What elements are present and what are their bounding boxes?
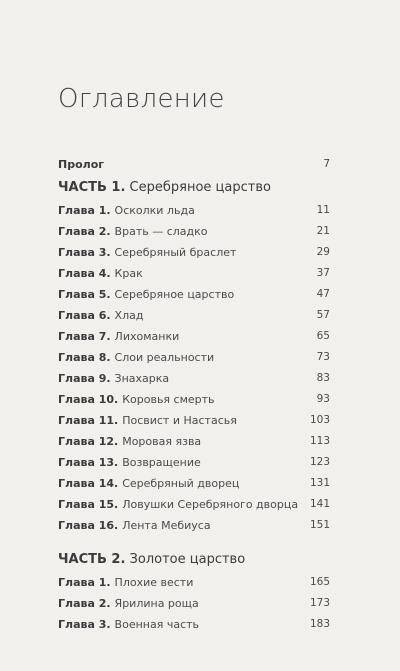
chapter-label: Глава 15. (58, 498, 119, 511)
toc-entry (58, 288, 330, 301)
chapter-title: Врать — сладко (114, 225, 208, 238)
chapter-label: Глава 11. (58, 414, 119, 427)
toc-entry (58, 618, 330, 631)
toc-entry (58, 477, 330, 490)
page-number: 57 (316, 309, 330, 321)
page-number: 141 (309, 498, 330, 510)
chapter-title: Коровья смерть (122, 393, 215, 406)
chapter-label: Глава 7. (58, 330, 111, 343)
page-number: 165 (309, 576, 330, 588)
chapter-title: Возвращение (122, 456, 201, 469)
page-number: 173 (309, 597, 330, 609)
chapter-title: Плохие вести (114, 576, 194, 589)
chapter-title: Серебряный браслет (114, 246, 237, 259)
toc-entry (58, 246, 330, 259)
chapter-title: Крак (114, 267, 143, 280)
chapter-label: Глава 2. (58, 225, 111, 238)
page-number: 65 (316, 330, 330, 342)
page-number: 113 (309, 435, 330, 447)
page-number: 7 (323, 158, 330, 170)
page-number: 21 (316, 225, 330, 237)
part-heading-1 (58, 180, 271, 195)
chapter-label: Глава 8. (58, 351, 111, 364)
chapter-label: Глава 4. (58, 267, 111, 280)
page-number: 93 (316, 393, 330, 405)
chapter-label: Глава 5. (58, 288, 111, 301)
toc-entry-prolog (58, 158, 330, 171)
chapter-label: Глава 10. (58, 393, 119, 406)
page-number: 11 (316, 204, 330, 216)
chapter-title: Посвист и Настасья (122, 414, 237, 427)
chapter-label: Глава 12. (58, 435, 119, 448)
toc-entry (58, 456, 330, 469)
page-number: 123 (309, 456, 330, 468)
toc-entry (58, 309, 330, 322)
page-number: 73 (316, 351, 330, 363)
toc-entry (58, 597, 330, 610)
chapter-label: Глава 16. (58, 519, 119, 532)
toc-entry (58, 267, 330, 280)
part-heading-2 (58, 552, 245, 567)
toc-entry (58, 519, 330, 532)
chapter-title: Серебряное царство (114, 288, 235, 301)
chapter-label: Глава 9. (58, 372, 111, 385)
part-title: Золотое царство (129, 552, 246, 567)
toc-entry (58, 576, 330, 589)
part-label: ЧАСТЬ 1. (58, 180, 126, 195)
entry-label: Пролог (58, 158, 104, 171)
toc-entry (58, 393, 330, 406)
toc-entry (58, 435, 330, 448)
toc-entry (58, 351, 330, 364)
chapter-label: Глава 3. (58, 246, 111, 259)
page-number: 83 (316, 372, 330, 384)
page-number: 103 (309, 414, 330, 426)
part-label: ЧАСТЬ 2. (58, 552, 126, 567)
chapter-title: Моровая язва (122, 435, 202, 448)
chapter-label: Глава 14. (58, 477, 119, 490)
toc-entry (58, 330, 330, 343)
page-number: 183 (309, 618, 330, 630)
chapter-title: Осколки льда (114, 204, 195, 217)
page-number: 29 (316, 246, 330, 258)
page-number: 131 (309, 477, 330, 489)
page-number: 47 (316, 288, 330, 300)
page-number: 151 (309, 519, 330, 531)
chapter-label: Глава 2. (58, 597, 111, 610)
chapter-title: Ярилина роща (114, 597, 199, 610)
toc-entry (58, 372, 330, 385)
chapter-title: Серебряный дворец (122, 477, 240, 490)
part-title: Серебряное царство (129, 180, 271, 195)
toc-entry (58, 414, 330, 427)
chapter-label: Глава 13. (58, 456, 119, 469)
chapter-title: Хлад (114, 309, 144, 322)
chapter-title: Военная часть (114, 618, 200, 631)
chapter-title: Лента Мебиуса (122, 519, 211, 532)
chapter-label: Глава 3. (58, 618, 111, 631)
page-number: 37 (316, 267, 330, 279)
chapter-label: Глава 6. (58, 309, 111, 322)
chapter-label: Глава 1. (58, 576, 111, 589)
chapter-title: Ловушки Серебряного дворца (122, 498, 299, 511)
chapter-title: Слои реальности (114, 351, 215, 364)
page-title: Оглавление (58, 84, 225, 114)
toc-entry (58, 225, 330, 238)
toc-entry (58, 498, 330, 511)
chapter-title: Знахарка (114, 372, 170, 385)
chapter-title: Лихоманки (114, 330, 180, 343)
chapter-label: Глава 1. (58, 204, 111, 217)
toc-entry (58, 204, 330, 217)
